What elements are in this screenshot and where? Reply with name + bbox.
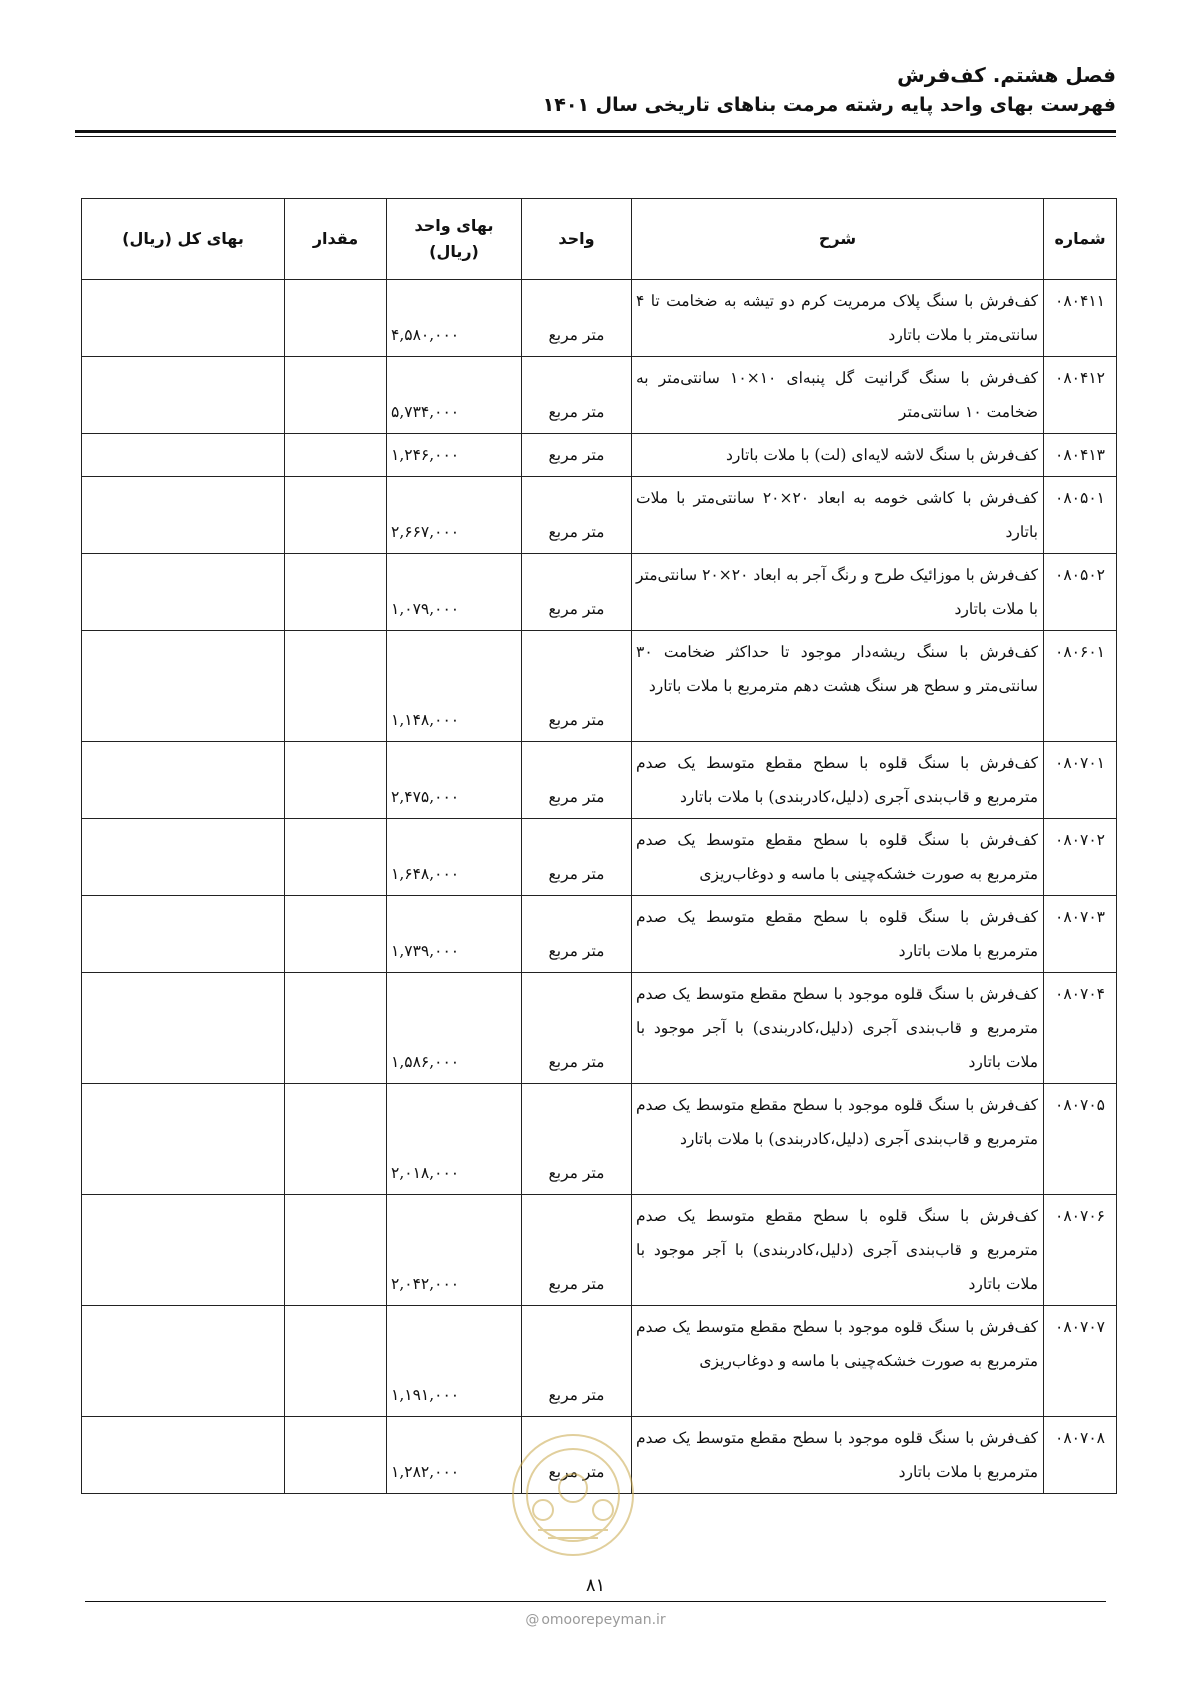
header-number: شماره bbox=[1044, 199, 1117, 280]
item-total-price bbox=[82, 973, 285, 1084]
item-total-price bbox=[82, 1306, 285, 1417]
header-quantity: مقدار bbox=[285, 199, 387, 280]
item-total-price bbox=[82, 280, 285, 357]
table-row bbox=[82, 554, 1117, 631]
item-number: ۰۸۰۵۰۱ bbox=[1044, 477, 1117, 554]
item-number: ۰۸۰۶۰۱ bbox=[1044, 631, 1117, 742]
table-header-row bbox=[82, 199, 1117, 280]
item-quantity bbox=[285, 896, 387, 973]
item-unit-price: ۲,۶۶۷,۰۰۰ bbox=[387, 477, 522, 554]
item-total-price bbox=[82, 1417, 285, 1494]
item-total-price bbox=[82, 477, 285, 554]
item-number: ۰۸۰۷۰۴ bbox=[1044, 973, 1117, 1084]
at-sign-icon: @ bbox=[525, 1612, 540, 1628]
website-url: omoorepeyman.ir bbox=[541, 1612, 666, 1628]
page-number: ۸۱ bbox=[585, 1575, 606, 1596]
item-unit-price: ۱,۶۴۸,۰۰۰ bbox=[387, 819, 522, 896]
table-row bbox=[82, 1195, 1117, 1306]
item-unit: متر مربع bbox=[522, 280, 632, 357]
item-unit-price: ۱,۱۴۸,۰۰۰ bbox=[387, 631, 522, 742]
item-description: کف‌فرش با سنگ گرانیت گل پنبه‌ای ۱۰×۱۰ سانتی‌متر به ضخامت ۱۰ سانتی‌متر bbox=[632, 357, 1044, 434]
item-description: کف‌فرش با سنگ لاشه لایه‌ای (لت) با ملات باتارد bbox=[632, 434, 1044, 477]
header-unit: واحد bbox=[522, 199, 632, 280]
item-quantity bbox=[285, 1195, 387, 1306]
item-unit-price: ۲,۰۴۲,۰۰۰ bbox=[387, 1195, 522, 1306]
item-quantity bbox=[285, 434, 387, 477]
item-number: ۰۸۰۷۰۶ bbox=[1044, 1195, 1117, 1306]
item-quantity bbox=[285, 554, 387, 631]
header-rule-thin bbox=[75, 136, 1116, 137]
item-description: کف‌فرش با کاشی خومه به ابعاد ۲۰×۲۰ سانتی‌متر با ملات باتارد bbox=[632, 477, 1044, 554]
item-number: ۰۸۰۵۰۲ bbox=[1044, 554, 1117, 631]
item-total-price bbox=[82, 1084, 285, 1195]
item-description: کف‌فرش با سنگ قلوه موجود با سطح مقطع متوسط یک صدم مترمربع و قاب‌بندی آجری (دلیل،کادربندی) با ملات باتارد bbox=[632, 1084, 1044, 1195]
item-number: ۰۸۰۴۱۱ bbox=[1044, 280, 1117, 357]
footer-rule bbox=[85, 1601, 1106, 1602]
item-description: کف‌فرش با سنگ قلوه با سطح مقطع متوسط یک صدم مترمربع به صورت خشکه‌چینی با ماسه و دوغاب‌ریزی bbox=[632, 819, 1044, 896]
page-header bbox=[75, 60, 1116, 120]
website-watermark bbox=[0, 1612, 1191, 1628]
header-description: شرح bbox=[632, 199, 1044, 280]
item-number: ۰۸۰۷۰۲ bbox=[1044, 819, 1117, 896]
item-total-price bbox=[82, 434, 285, 477]
item-unit-price: ۱,۱۹۱,۰۰۰ bbox=[387, 1306, 522, 1417]
item-total-price bbox=[82, 554, 285, 631]
item-description: کف‌فرش با سنگ ریشه‌دار موجود تا حداکثر ضخامت ۳۰ سانتی‌متر و سطح هر سنگ هشت دهم مترمربع با ملات باتارد bbox=[632, 631, 1044, 742]
price-list-title: فهرست بهای واحد پایه رشته مرمت بناهای تاریخی سال ۱۴۰۱ bbox=[542, 94, 1116, 116]
item-unit: متر مربع bbox=[522, 1417, 632, 1494]
item-total-price bbox=[82, 819, 285, 896]
item-unit-price: ۴,۵۸۰,۰۰۰ bbox=[387, 280, 522, 357]
table-row bbox=[82, 434, 1117, 477]
item-unit-price: ۱,۷۳۹,۰۰۰ bbox=[387, 896, 522, 973]
item-description: کف‌فرش با سنگ قلوه با سطح مقطع متوسط یک صدم مترمربع و قاب‌بندی آجری (دلیل،کادربندی) با ملات باتارد bbox=[632, 742, 1044, 819]
table-row bbox=[82, 357, 1117, 434]
item-total-price bbox=[82, 896, 285, 973]
item-quantity bbox=[285, 973, 387, 1084]
item-unit: متر مربع bbox=[522, 554, 632, 631]
item-description: کف‌فرش با سنگ پلاک مرمریت کرم دو تیشه به ضخامت تا ۴ سانتی‌متر با ملات باتارد bbox=[632, 280, 1044, 357]
table-row bbox=[82, 819, 1117, 896]
item-number: ۰۸۰۴۱۲ bbox=[1044, 357, 1117, 434]
item-unit-price: ۱,۰۷۹,۰۰۰ bbox=[387, 554, 522, 631]
header-unit-price-label: بهای واحد bbox=[414, 216, 494, 235]
item-unit: متر مربع bbox=[522, 973, 632, 1084]
item-total-price bbox=[82, 631, 285, 742]
table-row bbox=[82, 477, 1117, 554]
item-quantity bbox=[285, 631, 387, 742]
seal-center-emblem bbox=[559, 1474, 587, 1502]
item-number: ۰۸۰۷۰۸ bbox=[1044, 1417, 1117, 1494]
item-unit: متر مربع bbox=[522, 631, 632, 742]
watermark-seal-icon bbox=[508, 1430, 638, 1560]
item-unit: متر مربع bbox=[522, 896, 632, 973]
item-unit: متر مربع bbox=[522, 1306, 632, 1417]
item-unit: متر مربع bbox=[522, 477, 632, 554]
item-unit: متر مربع bbox=[522, 819, 632, 896]
item-quantity bbox=[285, 357, 387, 434]
price-table bbox=[81, 198, 1117, 1494]
item-quantity bbox=[285, 477, 387, 554]
item-unit-price: ۱,۵۸۶,۰۰۰ bbox=[387, 973, 522, 1084]
chapter-title: فصل هشتم. کف‌فرش bbox=[897, 63, 1116, 87]
item-quantity bbox=[285, 280, 387, 357]
item-unit-price: ۲,۴۷۵,۰۰۰ bbox=[387, 742, 522, 819]
item-quantity bbox=[285, 1306, 387, 1417]
table-row bbox=[82, 896, 1117, 973]
seal-inner-ring bbox=[527, 1449, 619, 1541]
seal-gear-right bbox=[593, 1500, 613, 1520]
table-row bbox=[82, 1084, 1117, 1195]
item-unit: متر مربع bbox=[522, 357, 632, 434]
item-description: کف‌فرش با موزائیک طرح و رنگ آجر به ابعاد ۲۰×۲۰ سانتی‌متر با ملات باتارد bbox=[632, 554, 1044, 631]
item-description: کف‌فرش با سنگ قلوه موجود با سطح مقطع متوسط یک صدم مترمربع به صورت خشکه‌چینی با ماسه و دوغاب‌ریزی bbox=[632, 1306, 1044, 1417]
item-quantity bbox=[285, 819, 387, 896]
item-quantity bbox=[285, 742, 387, 819]
seal-gear-left bbox=[533, 1500, 553, 1520]
item-number: ۰۸۰۷۰۱ bbox=[1044, 742, 1117, 819]
item-unit-price: ۱,۲۴۶,۰۰۰ bbox=[387, 434, 522, 477]
item-total-price bbox=[82, 1195, 285, 1306]
table-row bbox=[82, 1306, 1117, 1417]
item-number: ۰۸۰۴۱۳ bbox=[1044, 434, 1117, 477]
table-row bbox=[82, 973, 1117, 1084]
item-quantity bbox=[285, 1084, 387, 1195]
item-description: کف‌فرش با سنگ قلوه با سطح مقطع متوسط یک صدم مترمربع و قاب‌بندی آجری (دلیل،کادربندی) با آجر موجود با ملات باتارد bbox=[632, 1195, 1044, 1306]
item-quantity bbox=[285, 1417, 387, 1494]
item-unit: متر مربع bbox=[522, 742, 632, 819]
table-row bbox=[82, 631, 1117, 742]
header-rule-thick bbox=[75, 130, 1116, 133]
item-unit: متر مربع bbox=[522, 1084, 632, 1195]
item-unit-price: ۵,۷۳۴,۰۰۰ bbox=[387, 357, 522, 434]
item-unit-price: ۲,۰۱۸,۰۰۰ bbox=[387, 1084, 522, 1195]
item-unit: متر مربع bbox=[522, 1195, 632, 1306]
header-unit-price-currency: (ریال) bbox=[429, 242, 479, 261]
item-description: کف‌فرش با سنگ قلوه موجود با سطح مقطع متوسط یک صدم مترمربع و قاب‌بندی آجری (دلیل،کادربندی) با آجر موجود با ملات باتارد bbox=[632, 973, 1044, 1084]
table-row bbox=[82, 280, 1117, 357]
item-unit-price: ۱,۲۸۲,۰۰۰ bbox=[387, 1417, 522, 1494]
item-unit: متر مربع bbox=[522, 434, 632, 477]
header-total-price: بهای کل (ریال) bbox=[82, 199, 285, 280]
item-description: کف‌فرش با سنگ قلوه موجود با سطح مقطع متوسط یک صدم مترمربع با ملات باتارد bbox=[632, 1417, 1044, 1494]
item-number: ۰۸۰۷۰۵ bbox=[1044, 1084, 1117, 1195]
item-total-price bbox=[82, 357, 285, 434]
table-row bbox=[82, 742, 1117, 819]
item-number: ۰۸۰۷۰۷ bbox=[1044, 1306, 1117, 1417]
item-number: ۰۸۰۷۰۳ bbox=[1044, 896, 1117, 973]
item-description: کف‌فرش با سنگ قلوه با سطح مقطع متوسط یک صدم مترمربع با ملات باتارد bbox=[632, 896, 1044, 973]
header-unit-price bbox=[387, 199, 522, 280]
item-total-price bbox=[82, 742, 285, 819]
seal-graphic bbox=[513, 1435, 633, 1555]
